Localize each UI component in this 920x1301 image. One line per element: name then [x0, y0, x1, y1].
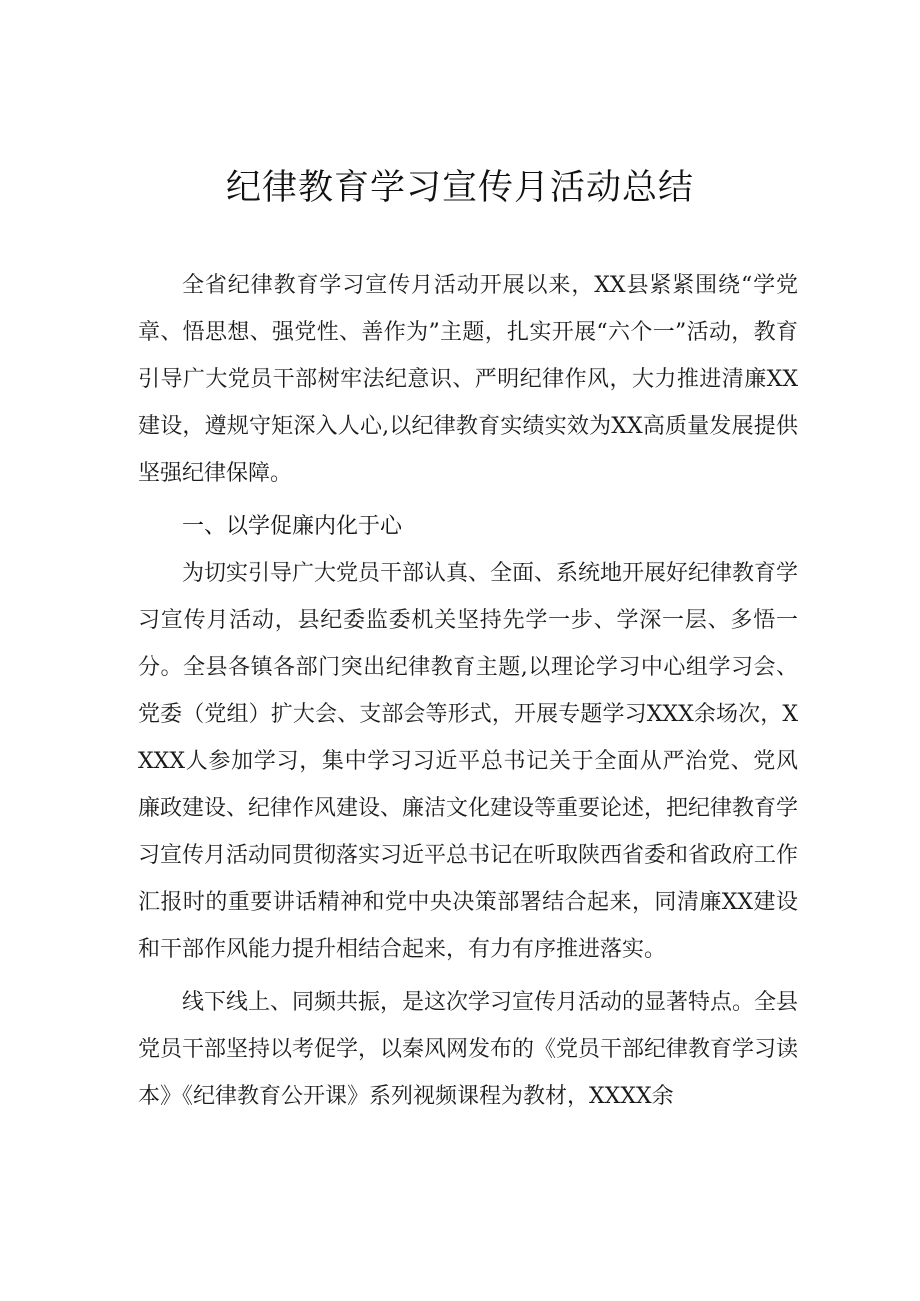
- document-body: [138, 262, 798, 1120]
- section1-paragraph-1: 为切实引导广大党员干部认真、全面、系统地开展好纪律教育学习宣传月活动，县纪委监委机关坚持先学一步、学深一层、多悟一分。全县各镇各部门突出纪律教育主题,以理论学习中心组学习会、党委（党组）扩大会、支部会等形式，开展专题学习XXX余场次，XXXX人参加学习，集中学习习近平总书记关于全面从严治党、党风廉政建设、纪律作风建设、廉洁文化建设等重要论述，把纪律教育学习宣传月活动同贯彻落实习近平总书记在听取陕西省委和省政府工作汇报时的重要讲话精神和党中央决策部署结合起来，同清廉XX建设和干部作风能力提升相结合起来，有力有序推进落实。: [138, 561, 799, 962]
- section1-paragraph-2: 线下线上、同频共振，是这次学习宣传月活动的显著特点。全县党员干部坚持以考促学，以秦风网发布的《党员干部纪律教育学习读本》《纪律教育公开课》系列视频课程为教材，XXXX余: [138, 990, 799, 1109]
- document-title: 纪律教育学习宣传月活动总结: [225, 168, 694, 208]
- intro-paragraph: 全省纪律教育学习宣传月活动开展以来，XX县紧紧围绕“学党章、悟思想、强党性、善作为”主题，扎实开展“六个一”活动，教育引导广大党员干部树牢法纪意识、严明纪律作风，大力推进清廉XX建设，遵规守矩深入人心,以纪律教育实绩实效为XX高质量发展提供坚强纪律保障。: [138, 273, 798, 486]
- section-heading-1: 一、以学促廉内化于心: [182, 514, 403, 539]
